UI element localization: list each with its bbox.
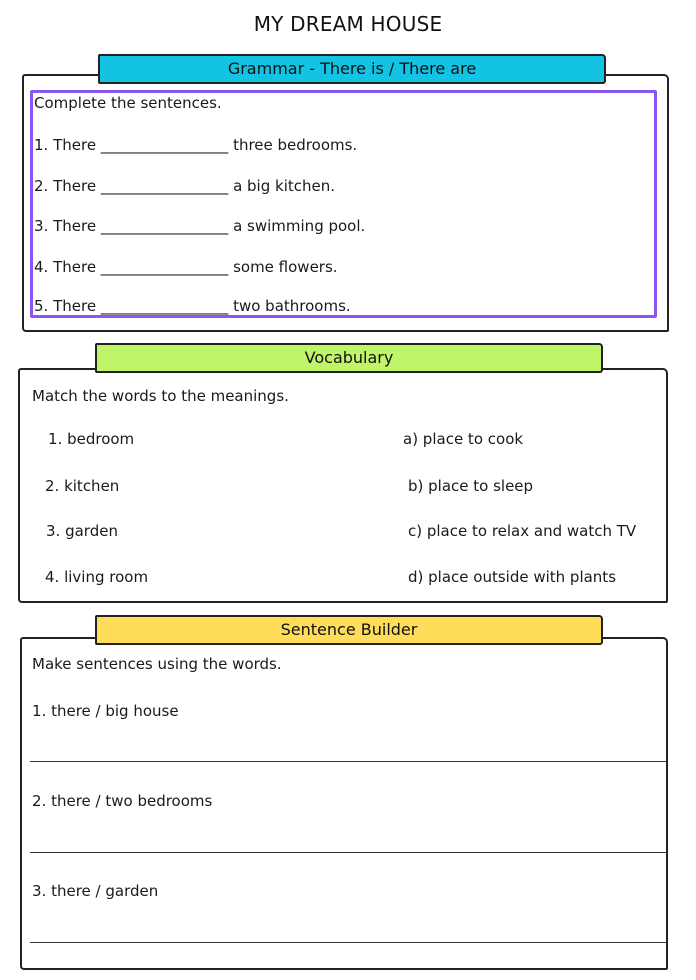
grammar-item-2: 2. There _________________ a big kitchen. [34, 177, 336, 195]
vocabulary-word-2: 2. kitchen [45, 477, 120, 495]
answer-line-2 [30, 852, 666, 853]
grammar-item-4: 4. There _________________ some flowers. [34, 258, 338, 276]
vocabulary-word-1: 1. bedroom [48, 430, 135, 448]
vocabulary-meaning-b: b) place to sleep [408, 477, 534, 495]
sentence-builder-heading: Sentence Builder [95, 615, 603, 645]
sentence-builder-instruction: Make sentences using the words. [32, 655, 282, 673]
vocabulary-meaning-c: c) place to relax and watch TV [408, 522, 637, 540]
vocabulary-instruction: Match the words to the meanings. [32, 387, 289, 405]
vocabulary-word-4: 4. living room [45, 568, 149, 586]
grammar-instruction: Complete the sentences. [34, 94, 222, 112]
vocabulary-heading: Vocabulary [95, 343, 603, 373]
sentence-prompt-3: 3. there / garden [32, 882, 159, 900]
page-title: MY DREAM HOUSE [253, 12, 443, 36]
grammar-heading: Grammar - There is / There are [98, 54, 606, 84]
grammar-item-1: 1. There _________________ three bedrooms. [34, 136, 358, 154]
grammar-item-3: 3. There _________________ a swimming pool. [34, 217, 366, 235]
grammar-item-5: 5. There _________________ two bathrooms. [34, 297, 351, 315]
vocabulary-word-3: 3. garden [46, 522, 118, 540]
sentence-prompt-1: 1. there / big house [32, 702, 179, 720]
sentence-prompt-2: 2. there / two bedrooms [32, 792, 213, 810]
answer-line-3 [30, 942, 666, 943]
vocabulary-meaning-d: d) place outside with plants [408, 568, 617, 586]
answer-line-1 [30, 761, 666, 762]
vocabulary-meaning-a: a) place to cook [403, 430, 524, 448]
selection-highlight [30, 90, 657, 318]
